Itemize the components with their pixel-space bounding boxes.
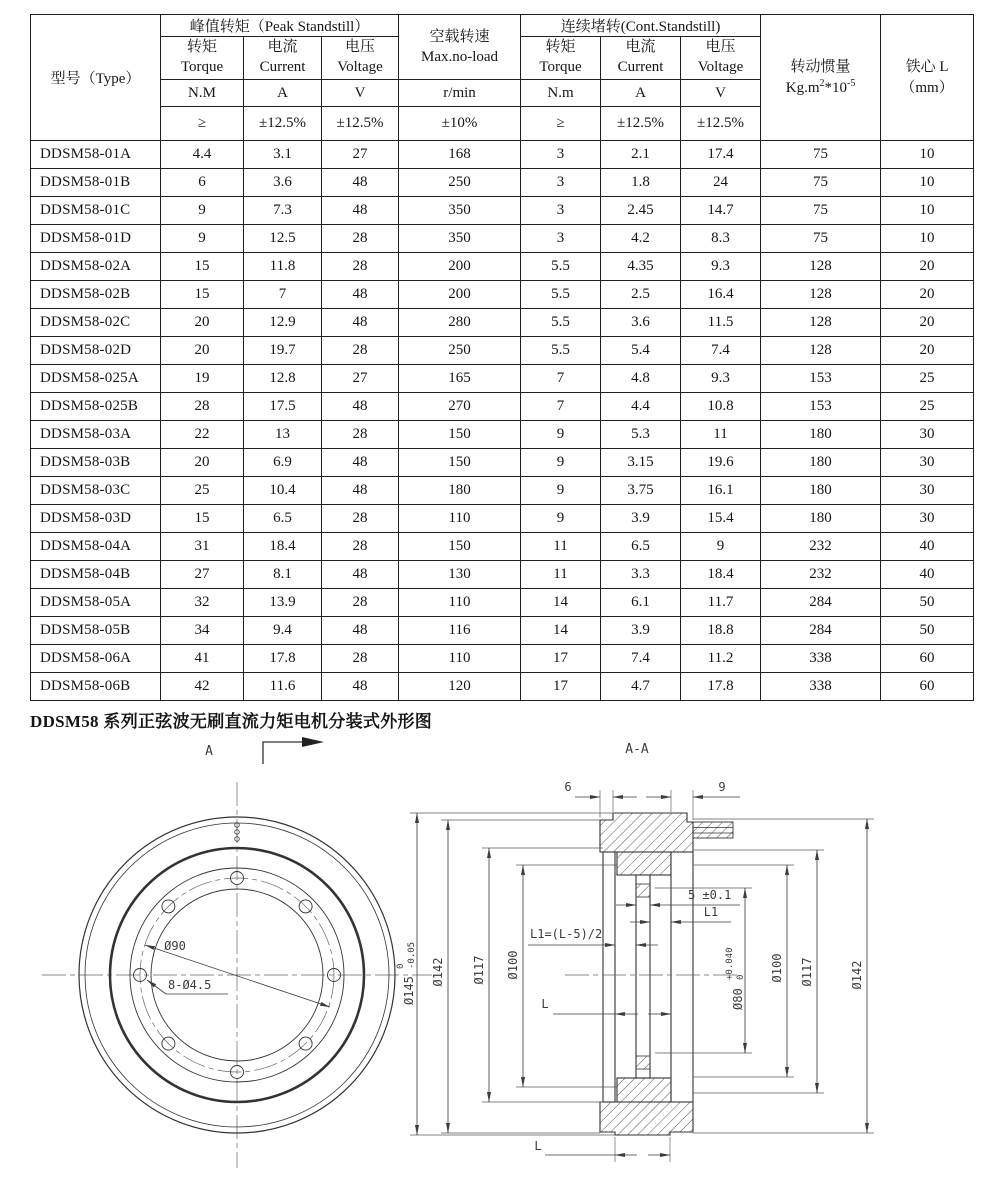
value-cell: 5.5: [521, 281, 601, 309]
noload-zh: 空载转速: [429, 28, 490, 45]
value-cell: 9.3: [681, 365, 761, 393]
bolt-circle-dia-label: Ø90: [164, 939, 186, 953]
holes-label: 8-Ø4.5: [168, 978, 212, 992]
tolerance-cell: ±10%: [399, 107, 521, 141]
value-cell: 50: [881, 617, 974, 645]
dia-117-right-label: Ø117: [800, 957, 814, 987]
model-cell: DDSM58-03B: [31, 449, 161, 477]
value-cell: 15: [161, 253, 244, 281]
noload-en: Max.no-load: [420, 49, 499, 65]
model-cell: DDSM58-06A: [31, 645, 161, 673]
value-cell: 6.9: [244, 449, 322, 477]
value-cell: 120: [399, 673, 521, 701]
value-cell: 116: [399, 617, 521, 645]
col-header-peak-current: 电流 Current: [244, 37, 322, 80]
value-cell: 165: [399, 365, 521, 393]
value-cell: 2.45: [601, 197, 681, 225]
value-cell: 6: [161, 169, 244, 197]
value-cell: 1.8: [601, 169, 681, 197]
model-cell: DDSM58-02C: [31, 309, 161, 337]
value-cell: 19.6: [681, 449, 761, 477]
value-cell: 4.4: [161, 141, 244, 169]
value-cell: 17.8: [681, 673, 761, 701]
value-cell: 22: [161, 421, 244, 449]
value-cell: 32: [161, 589, 244, 617]
svg-text:0: 0: [396, 963, 406, 969]
value-cell: 200: [399, 253, 521, 281]
model-cell: DDSM58-04A: [31, 533, 161, 561]
value-cell: 130: [399, 561, 521, 589]
value-cell: 48: [322, 309, 399, 337]
value-cell: 9: [521, 449, 601, 477]
value-cell: 25: [881, 365, 974, 393]
value-cell: 168: [399, 141, 521, 169]
section-title: A-A: [625, 742, 649, 757]
value-cell: 48: [322, 169, 399, 197]
unit-cell: V: [681, 80, 761, 107]
value-cell: 25: [161, 477, 244, 505]
value-cell: 10: [881, 225, 974, 253]
model-cell: DDSM58-01C: [31, 197, 161, 225]
value-cell: 284: [761, 617, 881, 645]
value-cell: 6.5: [601, 533, 681, 561]
core-length-bottom-label: L: [534, 1139, 542, 1153]
section-cut-marker: [205, 737, 324, 764]
view-arrow-label: A: [205, 744, 213, 759]
value-cell: 9.4: [244, 617, 322, 645]
dia-142-left-label: Ø142: [431, 957, 445, 987]
value-cell: 3.6: [601, 309, 681, 337]
value-cell: 17: [521, 645, 601, 673]
tolerance-cell: ≥: [521, 107, 601, 141]
model-cell: DDSM58-06B: [31, 673, 161, 701]
value-cell: 3.75: [601, 477, 681, 505]
value-cell: 7: [244, 281, 322, 309]
dim-6-label: 6: [564, 780, 572, 794]
value-cell: 50: [881, 589, 974, 617]
unit-cell: A: [601, 80, 681, 107]
value-cell: 20: [161, 449, 244, 477]
value-cell: 3: [521, 141, 601, 169]
value-cell: 28: [322, 645, 399, 673]
col-header-cont-voltage: 电压 Voltage: [681, 37, 761, 80]
model-cell: DDSM58-025A: [31, 365, 161, 393]
tolerance-cell: ±12.5%: [681, 107, 761, 141]
value-cell: 11.8: [244, 253, 322, 281]
value-cell: 5.5: [521, 309, 601, 337]
value-cell: 5.4: [601, 337, 681, 365]
value-cell: 16.4: [681, 281, 761, 309]
value-cell: 180: [761, 421, 881, 449]
model-cell: DDSM58-02D: [31, 337, 161, 365]
value-cell: 110: [399, 505, 521, 533]
value-cell: 3.6: [244, 169, 322, 197]
value-cell: 6.5: [244, 505, 322, 533]
value-cell: 11: [681, 421, 761, 449]
value-cell: 6.1: [601, 589, 681, 617]
col-group-cont: 连续堵转(Cont.Standstill): [521, 15, 761, 37]
value-cell: 30: [881, 421, 974, 449]
value-cell: 150: [399, 421, 521, 449]
value-cell: 75: [761, 169, 881, 197]
core-unit: （mm）: [900, 79, 954, 96]
tolerance-cell: ±12.5%: [244, 107, 322, 141]
value-cell: 12.8: [244, 365, 322, 393]
value-cell: 12.5: [244, 225, 322, 253]
value-cell: 48: [322, 673, 399, 701]
value-cell: 11.6: [244, 673, 322, 701]
value-cell: 17.8: [244, 645, 322, 673]
value-cell: 250: [399, 169, 521, 197]
value-cell: 270: [399, 393, 521, 421]
value-cell: 7.4: [601, 645, 681, 673]
value-cell: 3.3: [601, 561, 681, 589]
value-cell: 75: [761, 141, 881, 169]
value-cell: 232: [761, 533, 881, 561]
value-cell: 24: [681, 169, 761, 197]
value-cell: 338: [761, 645, 881, 673]
value-cell: 8.1: [244, 561, 322, 589]
value-cell: 48: [322, 197, 399, 225]
value-cell: 12.9: [244, 309, 322, 337]
core-zh: 铁心 L: [905, 59, 949, 76]
value-cell: 338: [761, 673, 881, 701]
value-cell: 28: [322, 225, 399, 253]
value-cell: 280: [399, 309, 521, 337]
value-cell: 7.3: [244, 197, 322, 225]
value-cell: 28: [161, 393, 244, 421]
unit-cell: N.M: [161, 80, 244, 107]
model-cell: DDSM58-02B: [31, 281, 161, 309]
dia-117-left-label: Ø117: [472, 955, 486, 985]
value-cell: 11.7: [681, 589, 761, 617]
value-cell: 4.35: [601, 253, 681, 281]
value-cell: 60: [881, 673, 974, 701]
value-cell: 4.7: [601, 673, 681, 701]
value-cell: 75: [761, 225, 881, 253]
value-cell: 128: [761, 281, 881, 309]
value-cell: 40: [881, 533, 974, 561]
unit-cell: V: [322, 80, 399, 107]
value-cell: 4.2: [601, 225, 681, 253]
l1-formula-label: L1=(L-5)/2: [530, 927, 603, 941]
value-cell: 27: [322, 141, 399, 169]
value-cell: 8.3: [681, 225, 761, 253]
value-cell: 48: [322, 281, 399, 309]
dia-142-right-label: Ø142: [850, 960, 864, 990]
value-cell: 15.4: [681, 505, 761, 533]
value-cell: 284: [761, 589, 881, 617]
value-cell: 9: [681, 533, 761, 561]
value-cell: 3.9: [601, 617, 681, 645]
value-cell: 20: [881, 281, 974, 309]
value-cell: 41: [161, 645, 244, 673]
value-cell: 20: [881, 253, 974, 281]
value-cell: 20: [881, 309, 974, 337]
value-cell: 15: [161, 281, 244, 309]
model-cell: DDSM58-05A: [31, 589, 161, 617]
unit-cell: A: [244, 80, 322, 107]
value-cell: 42: [161, 673, 244, 701]
value-cell: 17.4: [681, 141, 761, 169]
value-cell: 7: [521, 365, 601, 393]
value-cell: 20: [161, 337, 244, 365]
value-cell: 18.8: [681, 617, 761, 645]
value-cell: 7.4: [681, 337, 761, 365]
value-cell: 48: [322, 393, 399, 421]
value-cell: 25: [881, 393, 974, 421]
value-cell: 28: [322, 589, 399, 617]
model-cell: DDSM58-01D: [31, 225, 161, 253]
value-cell: 11.2: [681, 645, 761, 673]
value-cell: 34: [161, 617, 244, 645]
dia-100-right-label: Ø100: [770, 953, 784, 983]
value-cell: 7: [521, 393, 601, 421]
value-cell: 2.1: [601, 141, 681, 169]
value-cell: 75: [761, 197, 881, 225]
value-cell: 9: [521, 505, 601, 533]
value-cell: 60: [881, 645, 974, 673]
core-length-label: L: [541, 997, 549, 1011]
model-cell: DDSM58-03D: [31, 505, 161, 533]
value-cell: 3: [521, 225, 601, 253]
model-cell: DDSM58-04B: [31, 561, 161, 589]
value-cell: 3.9: [601, 505, 681, 533]
value-cell: 18.4: [681, 561, 761, 589]
model-cell: DDSM58-025B: [31, 393, 161, 421]
value-cell: 5.5: [521, 337, 601, 365]
value-cell: 27: [161, 561, 244, 589]
svg-text:+0.040: +0.040: [725, 947, 735, 980]
col-header-cont-current: 电流 Current: [601, 37, 681, 80]
value-cell: 48: [322, 477, 399, 505]
value-cell: 350: [399, 225, 521, 253]
value-cell: 48: [322, 561, 399, 589]
value-cell: 20: [881, 337, 974, 365]
value-cell: 110: [399, 589, 521, 617]
value-cell: 9: [161, 197, 244, 225]
value-cell: 31: [161, 533, 244, 561]
value-cell: 28: [322, 505, 399, 533]
dim-9-label: 9: [718, 780, 726, 794]
svg-text:0: 0: [736, 974, 746, 980]
value-cell: 9: [521, 421, 601, 449]
dia-80-label: [725, 947, 746, 1010]
model-cell: DDSM58-01B: [31, 169, 161, 197]
value-cell: 11: [521, 561, 601, 589]
value-cell: 11.5: [681, 309, 761, 337]
value-cell: 180: [761, 505, 881, 533]
model-cell: DDSM58-03A: [31, 421, 161, 449]
value-cell: 28: [322, 337, 399, 365]
value-cell: 27: [322, 365, 399, 393]
front-view: [42, 782, 432, 1168]
value-cell: 3.1: [244, 141, 322, 169]
disc-dim-label: 5 ±0.1: [688, 888, 732, 902]
model-cell: DDSM58-05B: [31, 617, 161, 645]
tolerance-cell: ±12.5%: [322, 107, 399, 141]
col-header-type: 型号（Type）: [31, 15, 161, 141]
drawing-caption: DDSM58 系列正弦波无刷直流力矩电机分装式外形图: [30, 712, 433, 731]
col-header-cont-torque: 转矩 Torque: [521, 37, 601, 80]
model-cell: DDSM58-01A: [31, 141, 161, 169]
value-cell: 13.9: [244, 589, 322, 617]
value-cell: 13: [244, 421, 322, 449]
value-cell: 3: [521, 197, 601, 225]
dia-145-label: [396, 942, 417, 1005]
value-cell: 19: [161, 365, 244, 393]
value-cell: 11: [521, 533, 601, 561]
inertia-unit: $Kg.m^2*10^{-5}$: [785, 78, 856, 96]
value-cell: 150: [399, 449, 521, 477]
value-cell: 9.3: [681, 253, 761, 281]
value-cell: 4.4: [601, 393, 681, 421]
value-cell: 128: [761, 253, 881, 281]
value-cell: 10.4: [244, 477, 322, 505]
value-cell: 3.15: [601, 449, 681, 477]
value-cell: 16.1: [681, 477, 761, 505]
value-cell: 18.4: [244, 533, 322, 561]
value-cell: 150: [399, 533, 521, 561]
col-header-peak-torque: 转矩 Torque: [161, 37, 244, 80]
value-cell: 30: [881, 505, 974, 533]
value-cell: 30: [881, 477, 974, 505]
inertia-zh: 转动惯量: [790, 58, 851, 75]
value-cell: 10.8: [681, 393, 761, 421]
value-cell: 4.8: [601, 365, 681, 393]
svg-text:Ø80: Ø80: [731, 988, 745, 1010]
value-cell: 9: [521, 477, 601, 505]
value-cell: 128: [761, 309, 881, 337]
value-cell: 28: [322, 253, 399, 281]
value-cell: 128: [761, 337, 881, 365]
value-cell: 28: [322, 421, 399, 449]
value-cell: 40: [881, 561, 974, 589]
value-cell: 14: [521, 617, 601, 645]
value-cell: 232: [761, 561, 881, 589]
svg-text:Ø145: Ø145: [402, 976, 416, 1005]
value-cell: 5.3: [601, 421, 681, 449]
value-cell: 250: [399, 337, 521, 365]
value-cell: 10: [881, 197, 974, 225]
value-cell: 19.7: [244, 337, 322, 365]
unit-cell: N.m: [521, 80, 601, 107]
value-cell: 3: [521, 169, 601, 197]
model-cell: DDSM58-02A: [31, 253, 161, 281]
value-cell: 28: [322, 533, 399, 561]
col-group-peak: 峰值转矩（Peak Standstill）: [161, 15, 399, 37]
value-cell: 30: [881, 449, 974, 477]
value-cell: 14.7: [681, 197, 761, 225]
value-cell: 14: [521, 589, 601, 617]
col-header-peak-voltage: 电压 Voltage: [322, 37, 399, 80]
tolerance-cell: ±12.5%: [601, 107, 681, 141]
value-cell: 180: [761, 449, 881, 477]
model-cell: DDSM58-03C: [31, 477, 161, 505]
value-cell: 48: [322, 449, 399, 477]
value-cell: 5.5: [521, 253, 601, 281]
value-cell: 200: [399, 281, 521, 309]
unit-cell: r/min: [399, 80, 521, 107]
svg-text:-0.05: -0.05: [407, 941, 417, 969]
value-cell: 17: [521, 673, 601, 701]
value-cell: 153: [761, 393, 881, 421]
tolerance-cell: ≥: [161, 107, 244, 141]
value-cell: 153: [761, 365, 881, 393]
value-cell: 20: [161, 309, 244, 337]
value-cell: 180: [761, 477, 881, 505]
value-cell: 9: [161, 225, 244, 253]
value-cell: 15: [161, 505, 244, 533]
value-cell: 110: [399, 645, 521, 673]
value-cell: 10: [881, 169, 974, 197]
value-cell: 180: [399, 477, 521, 505]
dia-100-left-label: Ø100: [506, 950, 520, 980]
value-cell: 48: [322, 617, 399, 645]
l1-label: L1: [703, 905, 719, 919]
value-cell: 350: [399, 197, 521, 225]
value-cell: 2.5: [601, 281, 681, 309]
value-cell: 17.5: [244, 393, 322, 421]
value-cell: 10: [881, 141, 974, 169]
